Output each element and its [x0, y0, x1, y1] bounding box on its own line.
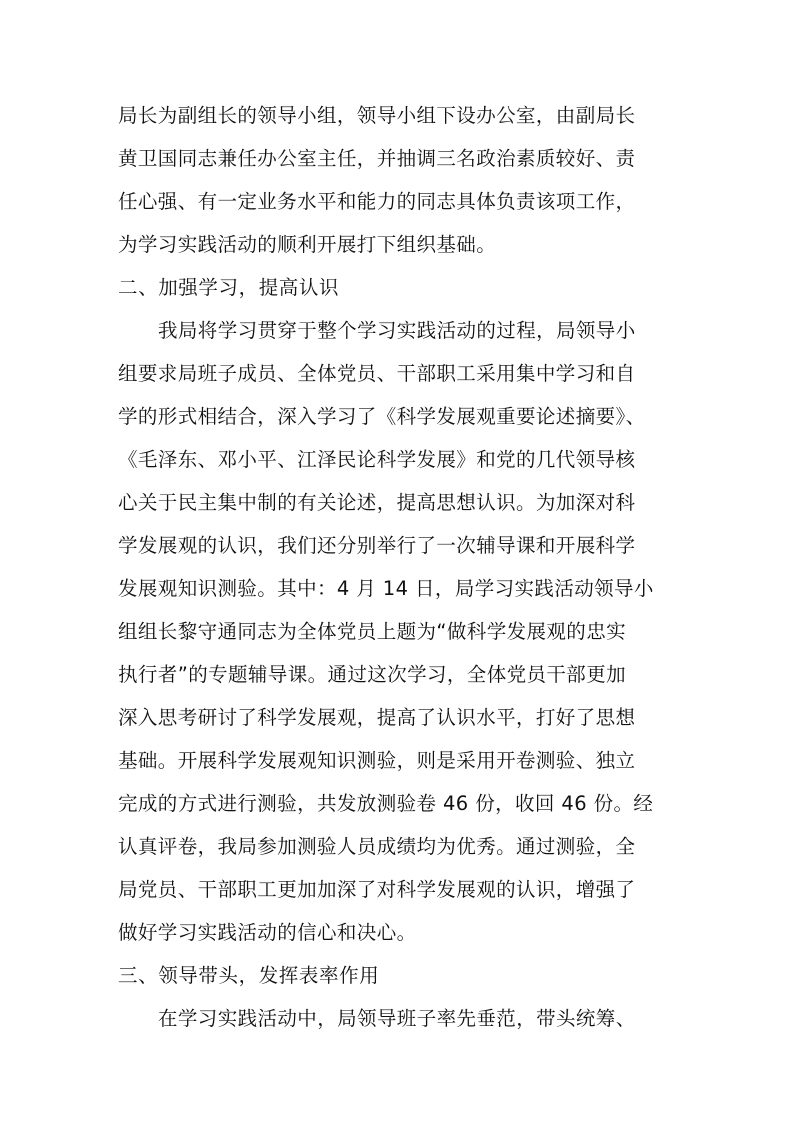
body-text-line: 执行者”的专题辅导课。通过这次学习，全体党员干部更加 [118, 663, 627, 686]
paragraph-first-line: 在学习实践活动中，局领导班子率先垂范，带头统筹、 [158, 1007, 636, 1030]
body-text-line: 为学习实践活动的顺利开展打下组织基础。 [118, 233, 497, 256]
body-text-line: 深入思考研讨了科学发展观，提高了认识水平，打好了思想 [118, 706, 636, 729]
body-text-line: 发展观知识测验。其中：4 月 14 日，局学习实践活动领导小 [118, 577, 654, 600]
body-text-line: 认真评卷，我局参加测验人员成绩均为优秀。通过测验，全 [118, 835, 636, 858]
body-text-line: 学的形式相结合，深入学习了《科学发展观重要论述摘要》、 [118, 405, 646, 428]
section-heading-2: 二、加强学习，提高认识 [118, 276, 340, 299]
paragraph-first-line: 我局将学习贯穿于整个学习实践活动的过程，局领导小 [158, 319, 636, 342]
section-heading-3: 三、领导带头，发挥表率作用 [118, 964, 380, 987]
body-text-line: 基础。开展科学发展观知识测验，则是采用开卷测验、独立 [118, 749, 636, 772]
body-text-line: 任心强、有一定业务水平和能力的同志具体负责该项工作， [118, 190, 636, 213]
body-text-line: 黄卫国同志兼任办公室主任，并抽调三名政治素质较好、责 [118, 147, 636, 170]
body-text-line: 心关于民主集中制的有关论述，提高思想认识。为加深对科 [118, 491, 636, 514]
body-text-line: 局长为副组长的领导小组，领导小组下设办公室，由副局长 [118, 104, 636, 127]
body-text-line: 完成的方式进行测验，共发放测验卷 46 份，收回 46 份。经 [118, 792, 654, 815]
body-text-line: 组组长黎守通同志为全体党员上题为“做科学发展观的忠实 [118, 620, 627, 643]
body-text-line: 组要求局班子成员、全体党员、干部职工采用集中学习和自 [118, 362, 636, 385]
body-text-line: 学发展观的认识，我们还分别举行了一次辅导课和开展科学 [118, 534, 636, 557]
body-text-line: 局党员、干部职工更加加深了对科学发展观的认识，增强了 [118, 878, 636, 901]
body-text-line: 做好学习实践活动的信心和决心。 [118, 921, 417, 944]
body-text-line: 《毛泽东、邓小平、江泽民论科学发展》和党的几代领导核 [118, 448, 636, 471]
